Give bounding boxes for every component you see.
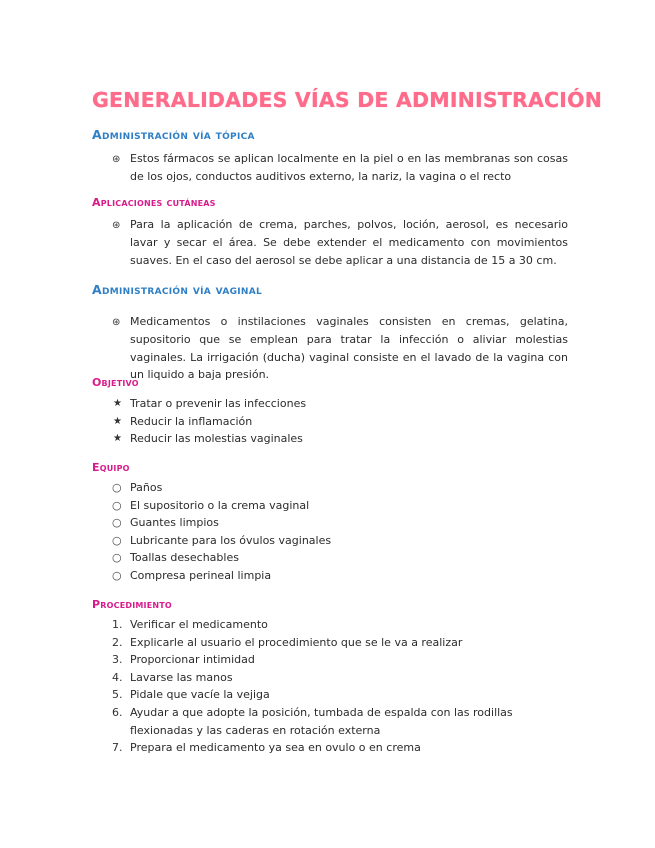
paragraph-topica-text: Estos fármacos se aplican localmente en la piel o en las membranas son cosas de los ojos, conductos auditivos externo, la nariz, la vagina o el recto [130, 152, 568, 183]
star-icon: ★ [113, 433, 122, 445]
list-item: ★ Tratar o prevenir las infecciones [112, 395, 306, 413]
list-item: ○ Toallas desechables [112, 549, 331, 567]
list-item: ○ Lubricante para los óvulos vaginales [112, 532, 331, 550]
step-number: 1. [112, 618, 123, 631]
list-item: ○ El supositorio o la crema vaginal [112, 497, 331, 515]
paragraph-cutaneas-text: Para la aplicación de crema, parches, polvos, loción, aerosol, es necesario lavar y secar el área. Se debe extender el medicamento con movimientos suaves. En el caso del aerosol se debe aplicar a una distancia de 15 a 30 cm. [130, 218, 568, 267]
step-number: 2. [112, 635, 123, 649]
list-item: 3. Proporcionar intimidad [112, 651, 570, 669]
step-number: 4. [112, 670, 123, 684]
circle-bullet-icon: ○ [112, 516, 122, 530]
circle-bullet-icon: ○ [112, 481, 122, 494]
list-item: ○ Compresa perineal limpia [112, 567, 331, 585]
step-number: 7. [112, 741, 123, 755]
list-item: ○ Paños [112, 479, 331, 497]
objetivo-list [112, 395, 306, 448]
paragraph-topica [112, 150, 568, 186]
star-icon: ★ [113, 398, 122, 409]
heading-objetivo: Objetivo [92, 376, 139, 389]
list-item: 6. Ayudar a que adopte la posición, tumbada de espalda con las rodillas flexionadas y las caderas en rotación externa [112, 705, 513, 737]
step-number: 6. [112, 705, 123, 719]
list-item: ○ Guantes limpios [112, 514, 331, 532]
step-number: 3. [112, 653, 123, 667]
flower-bullet-icon: ⊛ [112, 220, 121, 231]
flower-bullet-icon: ⊛ [112, 317, 121, 328]
heading-cutaneas: Aplicaciones cutáneas [92, 196, 216, 209]
circle-bullet-icon: ○ [112, 568, 122, 582]
paragraph-vaginal-text: Medicamentos o instilaciones vaginales consisten en cremas, gelatina, supositorio que se emplean para tratar la infección o aliviar molestias vaginales. La irrigación (ducha) vaginal consiste en el lavado de la vagina con un liquido a baja presión. [130, 315, 568, 382]
list-item: ★ Reducir la inflamación [112, 413, 306, 431]
heading-equipo: Equipo [92, 461, 130, 474]
list-item: 7. Prepara el medicamento ya sea en ovulo o en crema [112, 739, 570, 757]
circle-bullet-icon: ○ [112, 533, 122, 547]
procedimiento-list [112, 616, 570, 757]
star-icon: ★ [113, 415, 122, 427]
paragraph-cutaneas [112, 216, 568, 269]
list-item: 2. Explicarle al usuario el procedimiento que se le va a realizar [112, 634, 570, 652]
heading-vaginal: Administración vía vaginal [92, 282, 263, 297]
step-number: 5. [112, 688, 123, 702]
circle-bullet-icon: ○ [112, 498, 122, 512]
heading-topica: Administración vía tópica [92, 127, 255, 142]
equipo-list [112, 479, 331, 585]
list-item: ★ Reducir las molestias vaginales [112, 430, 306, 448]
list-item: 4. Lavarse las manos [112, 669, 570, 687]
circle-bullet-icon: ○ [112, 551, 122, 565]
list-item: 1. Verificar el medicamento [112, 616, 570, 634]
heading-procedimiento: Procedimiento [92, 598, 172, 611]
page-title: GENERALIDADES VÍAS DE ADMINISTRACIÓN [92, 88, 603, 112]
list-item: 5. Pidale que vacíe la vejiga [112, 686, 570, 704]
flower-bullet-icon: ⊛ [112, 154, 121, 165]
paragraph-vaginal [112, 313, 568, 384]
